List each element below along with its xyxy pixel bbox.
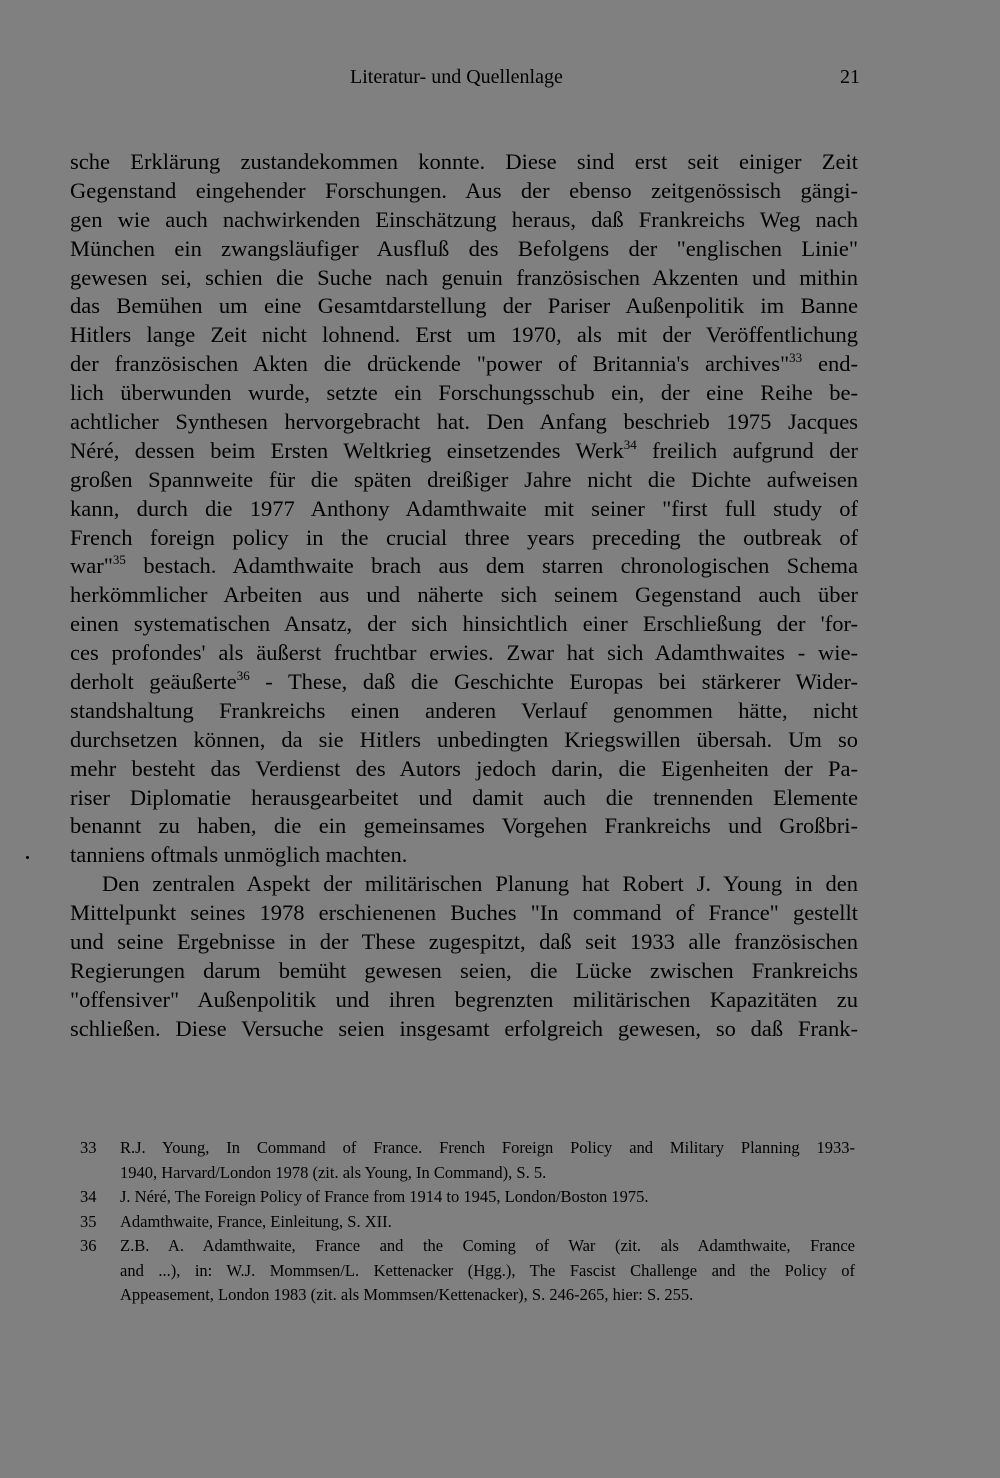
line-text: gen wie auch nachwirkenden Einschätzung heraus, daß Frankreichs Weg nach [70,206,858,232]
footnote-line: Z.B. A. Adamthwaite, France and the Coming of War (zit. als Adamthwaite, France [120,1236,855,1255]
body-line [70,870,858,899]
line-text: tanniens oftmals unmöglich machten. [70,842,408,868]
body-line [70,784,858,813]
footnote-line: Adamthwaite, France, Einleitung, S. XII. [120,1211,392,1231]
line-text: der französischen Akten die drückende "power of Britannia's archives" [70,351,790,377]
line-text: freilich aufgrund der [636,437,858,463]
body-line [70,495,858,524]
line-text: großen Spannweite für die späten dreißiger Jahre nicht die Dichte aufweisen [70,466,858,492]
footnotes [80,1136,855,1308]
line-text: French foreign policy in the crucial three years preceding the outbreak of [70,524,858,550]
body-line [70,639,858,668]
line-text: Néré, dessen beim Ersten Weltkrieg einsetzendes Werk [70,437,624,463]
body-line [70,466,858,495]
line-text: München ein zwangsläufiger Ausfluß des Befolgens der "englischen Linie" [70,235,858,261]
body-text [70,148,858,1044]
line-text: Den zentralen Aspekt der militärischen Planung hat Robert J. Young in den [102,871,858,897]
body-line [70,697,858,726]
line-text: "offensiver" Außenpolitik und ihren begrenzten militärischen Kapazitäten zu [70,986,858,1012]
footnote-ref: 35 [112,552,126,568]
footnote [80,1210,855,1235]
body-line [70,379,858,408]
page-number: 21 [840,66,860,88]
line-text: Gegenstand eingehender Forschungen. Aus der ebenso zeitgenössisch gängi- [70,177,858,203]
body-line [70,581,858,610]
body-line [70,552,858,581]
body-line [70,292,858,321]
line-text: standshaltung Frankreichs einen anderen Verlauf genommen hätte, nicht [70,697,858,723]
line-text: gewesen sei, schien die Suche nach genuin französischen Akzenten und mithin [70,264,858,290]
line-text: bestach. Adamthwaite brach aus dem starren chronologischen Schema [125,553,858,579]
body-line [70,524,858,553]
body-line [70,321,858,350]
body-line [70,350,858,379]
footnote-number: 33 [80,1138,97,1157]
line-text: riser Diplomatie herausgearbeitet und damit auch die trennenden Elemente [70,784,858,810]
body-line [70,841,858,870]
line-text: und seine Ergebnisse in der These zugespitzt, daß seit 1933 alle französischen [70,929,858,955]
footnote-line: J. Néré, The Foreign Policy of France from 1914 to 1945, London/Boston 1975. [120,1187,649,1206]
footnote-number: 34 [80,1187,97,1206]
line-text: - These, daß die Geschichte Europas bei stärkerer Wider- [249,669,858,695]
line-text: Regierungen darum bemüht gewesen seien, die Lücke zwischen Frankreichs [70,957,858,983]
body-line [70,928,858,957]
footnote-ref: 34 [623,436,637,452]
footnote-number: 36 [80,1236,97,1255]
line-text: benannt zu haben, die ein gemeinsames Vorgehen Frankreichs und Großbri- [70,813,858,839]
header-title: Literatur- und Quellenlage [350,66,563,88]
body-line [70,206,858,235]
footnote-line: Appeasement, London 1983 (zit. als Mommsen/Kettenacker), S. 246-265, hier: S. 255. [120,1285,694,1304]
body-line [70,755,858,784]
footnote-number: 35 [80,1211,97,1231]
line-text: achtlicher Synthesen hervorgebracht hat. Den Anfang beschrieb 1975 Jacques [70,409,858,435]
line-text: lich überwunden wurde, setzte ein Forschungsschub ein, der eine Reihe be- [70,380,858,406]
body-line [70,986,858,1015]
line-text: kann, durch die 1977 Anthony Adamthwaite mit seiner "first full study of [70,495,858,521]
body-line [70,408,858,437]
footnote [80,1185,855,1210]
body-line [70,437,858,466]
body-line [70,812,858,841]
footnote-line: and ...), in: W.J. Mommsen/L. Kettenacker (Hgg.), The Fascist Challenge and the Policy of [120,1260,855,1280]
line-text: einen systematischen Ansatz, der sich hinsichtlich einer Erschließung der 'for- [70,611,858,637]
footnote-line: R.J. Young, In Command of France. French Foreign Policy and Military Planning 1933- [120,1138,855,1157]
body-line [70,235,858,264]
line-text: Hitlers lange Zeit nicht lohnend. Erst um 1970, als mit der Veröffentlichung [70,322,858,348]
body-line [70,957,858,986]
body-line [70,668,858,697]
line-text: war" [70,553,113,579]
body-line [70,264,858,293]
body-line [70,177,858,206]
line-text: mehr besteht das Verdienst des Autors jedoch darin, die Eigenheiten der Pa- [70,755,858,781]
line-text: derholt geäußerte [70,669,237,695]
body-line [70,148,858,177]
line-text: schließen. Diese Versuche seien insgesamt erfolgreich gewesen, so daß Frank- [70,1015,858,1041]
footnote-ref: 36 [236,668,250,684]
footnote [80,1136,855,1185]
body-line [70,899,858,928]
body-line [70,610,858,639]
body-line [70,1015,858,1044]
line-text: durchsetzen können, da sie Hitlers unbedingten Kriegswillen übersah. Um so [70,726,858,752]
footnote [80,1234,855,1308]
line-text: das Bemühen um eine Gesamtdarstellung der Pariser Außenpolitik im Banne [70,293,858,319]
line-text: herkömmlicher Arbeiten aus und näherte sich seinem Gegenstand auch über [70,582,858,608]
line-text: Mittelpunkt seines 1978 erschienenen Buches "In command of France" gestellt [70,900,858,926]
margin-dot [26,856,29,859]
running-header [70,66,860,94]
line-text: sche Erklärung zustandekommen konnte. Diese sind erst seit einiger Zeit [70,149,858,174]
line-text: ces profondes' als äußerst fruchtbar erwies. Zwar hat sich Adamthwaites - wie- [70,640,858,666]
body-line [70,726,858,755]
line-text: end- [802,351,858,377]
footnote-ref: 33 [789,350,803,366]
footnote-line: 1940, Harvard/London 1978 (zit. als Young, In Command), S. 5. [120,1162,547,1182]
